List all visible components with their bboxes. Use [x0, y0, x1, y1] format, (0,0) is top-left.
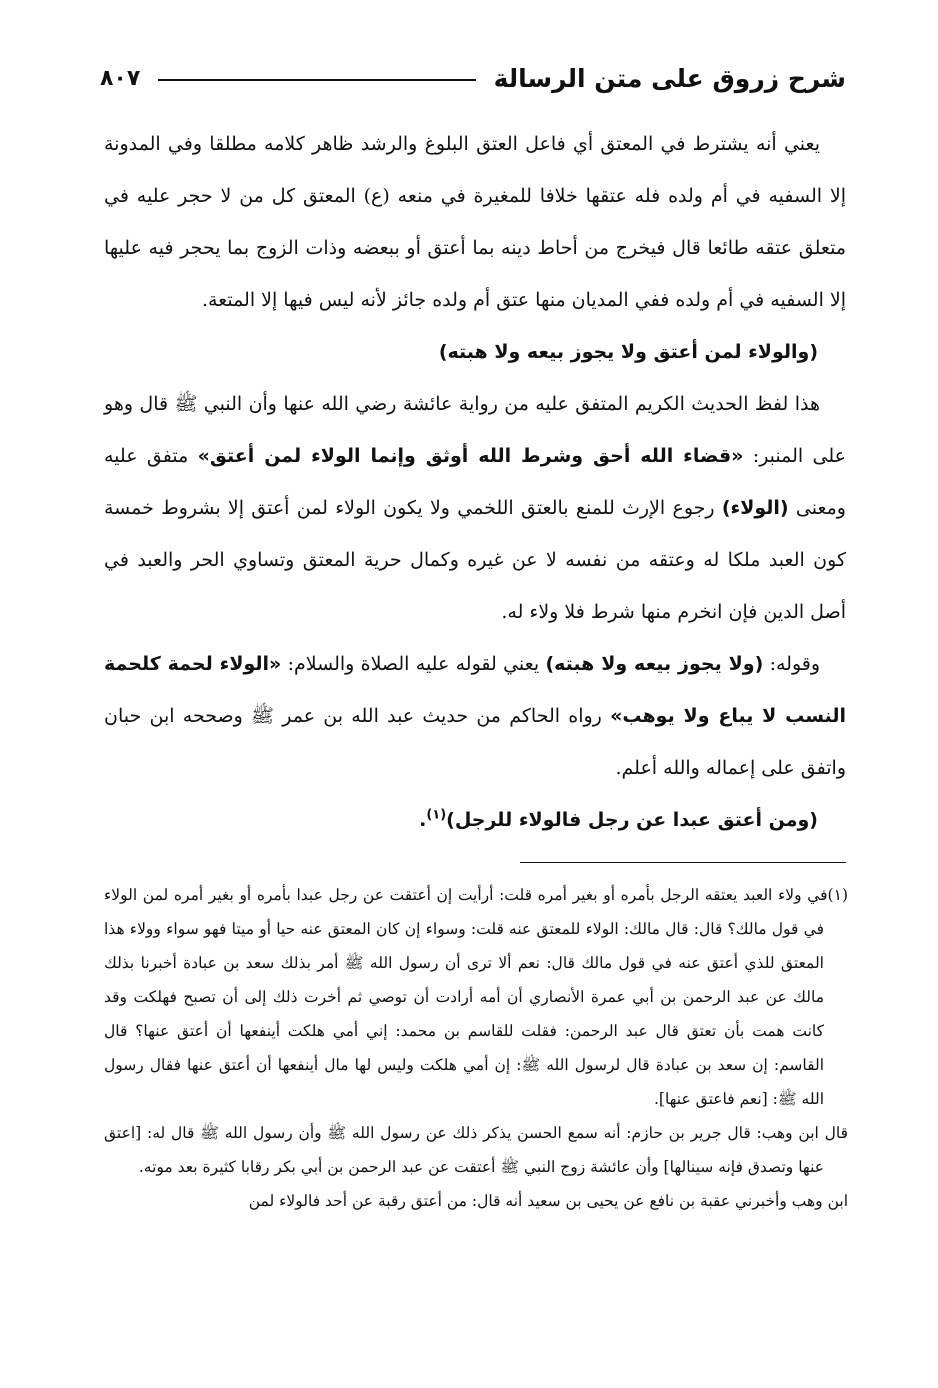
paragraph-2-text-b: متفق عليه ومعنى [104, 445, 846, 519]
paragraph-3-text-a: وقوله: [763, 653, 821, 675]
footnote-1-continued-b: ابن وهب وأخبرني عقبة بن نافع عن يحيى بن سعيد أنه قال: من أعتق رقبة عن أحد فالولاء لمن [248, 1192, 848, 1210]
footnote-marker[interactable]: (١) [426, 807, 447, 823]
page-number: ٨٠٧ [100, 65, 141, 91]
term-walaa: (الولاء) [721, 497, 789, 519]
section-heading-1: (والولاء لمن أعتق ولا يجوز بيعه ولا هبته) [438, 341, 818, 363]
paragraph-2-text-c: رجوع الإرث للمنع بالعتق اللخمي ولا يكون الولاء لمن أعتق إلا بشروط خمسة كون العبد ملكا له وعتقه من نفسه لا عن غيره وكمال حرية المعتق وتساوي الحر والعبد في أصل الدين فإن انخرم منها شرط فلا ولاء له. [104, 497, 846, 623]
paragraph-2 [104, 378, 846, 638]
footnote-separator [520, 862, 846, 863]
section-heading-2-end: . [419, 809, 427, 831]
header-rule [158, 79, 475, 81]
footnote-1-continued-a: قال ابن وهب: قال جرير بن حازم: أنه سمع الحسن يذكر ذلك عن رسول الله ﷺ وأن رسول الله ﷺ قال له: [اعتق عنها وتصدق فإنه سينالها] وأن عائشة زوج النبي ﷺ أعتقت عن عبد الرحمن بن أبي بكر رقابا كثيرة بعد موته. [104, 1124, 848, 1176]
term-quote: (ولا يجوز بيعه ولا هبته) [545, 653, 764, 675]
hadith-quote-2: «الولاء لحمة كلحمة النسب لا يباع ولا يوهب» [104, 653, 847, 727]
running-header [100, 58, 846, 98]
footnotes [104, 878, 848, 1218]
hadith-quote-1: «قضاء الله أحق وشرط الله أوثق وإنما الولاء لمن أعتق» [197, 445, 744, 467]
book-title: شرح زروق على متن الرسالة [493, 63, 846, 93]
paragraph-1: يعني أنه يشترط في المعتق أي فاعل العتق البلوغ والرشد ظاهر كلامه مطلقا وفي المدونة إلا السفيه في أم ولده فله عتقها خلافا للمغيرة في منعه (ع) المعتق كل من لا حجر عليه في متعلق عتقه طائعا قال فيخرج من أحاط دينه بما أعتق أو ببعضه وذات الزوج بما يحجر فيه عليها إلا السفيه في أم ولده ففي المديان منها عتق أم ولده جائز لأنه ليس فيها إلا المتعة. [104, 133, 846, 311]
paragraph-3-text-c: رواه الحاكم من حديث عبد الله بن عمر ﷺ وصححه ابن حبان واتفق على إعماله والله أعلم. [104, 705, 846, 779]
paragraph-2-text-a: هذا لفظ الحديث الكريم المتفق عليه من رواية عائشة رضي الله عنها وأن النبي ﷺ قال وهو على المنبر: [104, 393, 847, 467]
main-text [104, 118, 846, 846]
paragraph-3 [104, 638, 846, 794]
paragraph-3-text-b: يعني لقوله عليه الصلاة والسلام: [281, 653, 546, 675]
section-heading-2-text: (ومن أعتق عبدا عن رجل فالولاء للرجل) [446, 809, 818, 831]
footnote-1: (١)في ولاء العبد يعتقه الرجل بأمره أو بغير أمره قلت: أرأيت إن أعتقت عن رجل عبدا بأمره أو بغير أمره لمن الولاء في قول مالك؟ قال: قال مالك: الولاء للمعتق عنه قلت: وسواء إن كان المعتق عنه حيا أو ميتا فهو سواء وولاء هذا المعتق للذي أعتق عنه في قول مالك قال: نعم ألا ترى أن رسول الله ﷺ أمر بذلك سعد بن عبادة أخبرنا بذلك مالك عن عبد الرحمن بن أبي عمرة الأنصاري أن أمه أرادت أن توصي ثم أخرت ذلك إلى أن تصبح فهلكت وقد كانت همت بأن تعتق قال عبد الرحمن: فقلت للقاسم بن محمد: إني أمي هلكت أينفعها أن أعتق عنها؟ قال القاسم: إن سعد بن عبادة قال لرسول الله ﷺ: إن أمي هلكت وليس لها مال أينفعها أن أعتق عنها فقال رسول الله ﷺ: [نعم فاعتق عنها]. [104, 886, 848, 1108]
section-heading-2 [104, 794, 846, 846]
